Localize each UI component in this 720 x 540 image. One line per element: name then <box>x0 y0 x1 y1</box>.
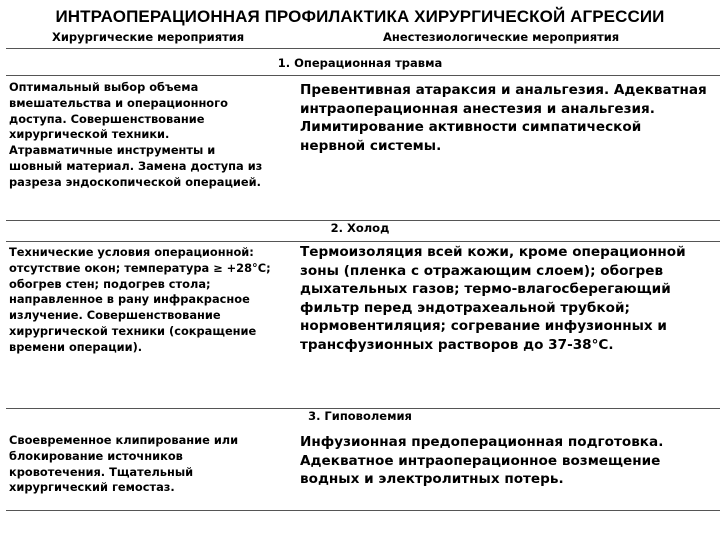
anesthesia-measures-hypovolemia: Инфузионная предоперационная подготовка. Адекватное интраоперационное возмещение водных и электролитных потерь. <box>300 434 664 488</box>
surgical-measures-cold: Технические условия операционной: отсутствие окон; температура ≥ +28°С; обогрев стен; подогрев стола; направленное в рану инфракрасное излучение. Совершенствование хирургической техники (сокращение времени операции). <box>9 245 271 354</box>
anesthesia-measures-trauma: Превентивная атараксия и анальгезия. Адекватная интраоперационная анестезия и анальгезия. Лимитирование активности симпатической нервной системы. <box>300 82 707 154</box>
section-heading-hypovolemia: 3. Гиповолемия <box>308 409 412 423</box>
anesthesia-measures-cold: Термоизоляция всей кожи, кроме операционной зоны (пленка с отражающим слоем); обогрев дыхательных газов; термо-влагосберегающий фильтр перед эндотрахеальной трубкой; нормовентиляция; согревание инфузионных и трансфузионных растворов до 37-38°С. <box>300 244 686 353</box>
page-title: ИНТРАОПЕРАЦИОННАЯ ПРОФИЛАКТИКА ХИРУРГИЧЕСКОЙ АГРЕССИИ <box>55 7 665 26</box>
divider <box>6 510 720 511</box>
column-header-surgical: Хирургические мероприятия <box>52 30 245 44</box>
surgical-measures-hypovolemia: Своевременное клипирование или блокирование источников кровотечения. Тщательный хирургический гемостаз. <box>9 433 239 495</box>
divider <box>6 48 720 49</box>
divider <box>6 241 720 242</box>
section-heading-trauma: 1. Операционная травма <box>277 56 443 70</box>
column-header-anesthesia: Анестезиологические мероприятия <box>383 30 620 44</box>
divider <box>6 75 720 76</box>
section-heading-cold: 2. Холод <box>330 221 390 235</box>
surgical-measures-trauma: Оптимальный выбор объема вмешательства и операционного доступа. Совершенствование хирургической техники. Атравматичные инструменты и шовный материал. Замена доступа из разреза эндоскопической операцией. <box>9 80 263 189</box>
